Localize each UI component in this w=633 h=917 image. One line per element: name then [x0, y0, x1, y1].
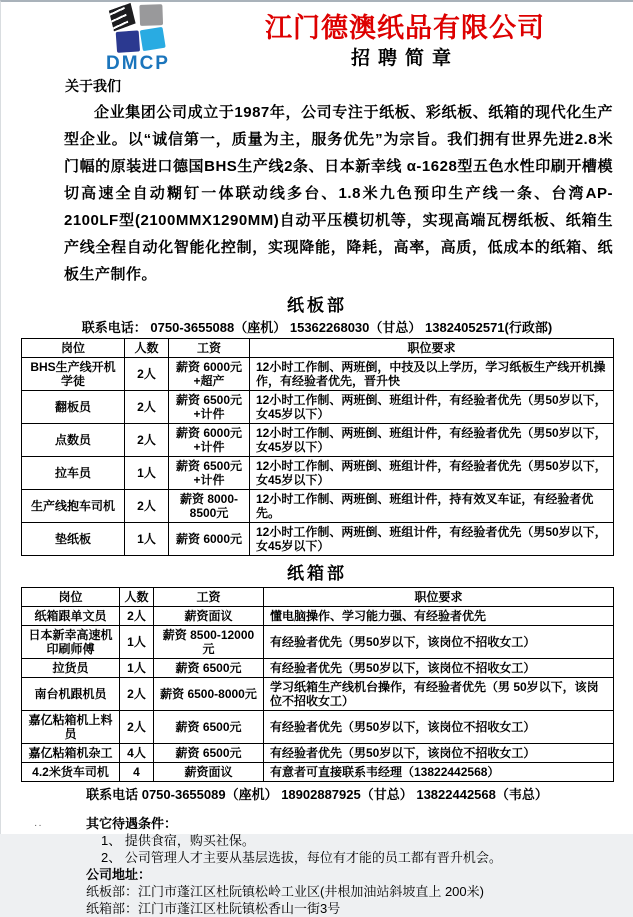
carton-dept-table — [21, 587, 614, 782]
cell-count: 1人 — [120, 659, 154, 678]
table-row — [22, 659, 614, 678]
address-heading: 公司地址： — [86, 867, 152, 882]
col-position: 岗位 — [22, 588, 120, 607]
cell-requirements: 12小时工作制、两班倒、班组计件，有经验者优先（男50岁以下，女45岁以下） — [250, 523, 614, 556]
cell-position: 纸箱跟单文员 — [22, 607, 120, 626]
col-requirements: 职位要求 — [250, 339, 614, 358]
carton-dept-contact: 联系电话 0750-3655089（座机） 18902887925（甘总） 13822442568（韦总） — [86, 787, 548, 802]
cell-requirements: 12小时工作制、两班倒、班组计件，有经验者优先（男50岁以下，女45岁以下） — [250, 424, 614, 457]
benefits-heading: 其它待遇条件： — [86, 816, 178, 831]
logo-paper-stack-icon — [109, 3, 136, 31]
cell-count: 2人 — [120, 678, 154, 711]
cell-requirements: 12小时工作制、两班倒，中技及以上学历，学习纸板生产线开机操作，有经验者优先，晋升快 — [250, 358, 614, 391]
cell-requirements: 有经验者优先（男50岁以下，该岗位不招收女工） — [264, 659, 614, 678]
cell-position: 日本新幸高速机印刷师傅 — [22, 626, 120, 659]
cell-count: 2人 — [125, 391, 169, 424]
table-row — [22, 607, 614, 626]
logo-gray-square — [139, 4, 163, 26]
cell-position: 生产线抱车司机 — [22, 490, 125, 523]
cell-position: 南台机跟机员 — [22, 678, 120, 711]
cell-position: 嘉亿粘箱机上料员 — [22, 711, 120, 744]
table-header-row — [22, 588, 614, 607]
cell-count: 4人 — [120, 744, 154, 763]
col-requirements: 职位要求 — [264, 588, 614, 607]
cell-salary: 薪资 6500元+计件 — [169, 457, 250, 490]
col-salary: 工资 — [154, 588, 264, 607]
company-logo — [95, 5, 181, 75]
table-row — [22, 457, 614, 490]
cell-position: 翻板员 — [22, 391, 125, 424]
cell-count: 2人 — [120, 607, 154, 626]
cell-salary: 薪资 6500元+计件 — [169, 391, 250, 424]
cell-requirements: 学习纸箱生产线机台操作，有经验者优先（男 50岁以下，该岗位不招收女工） — [264, 678, 614, 711]
table-row — [22, 711, 614, 744]
cell-count: 1人 — [125, 457, 169, 490]
about-paragraph: 企业集团公司成立于1987年，公司专注于纸板、彩纸板、纸箱的现代化生产型企业。以“诚信第一，质量为主，服务优先”为宗旨。我们拥有世界先进2.8米门幅的原装进口德国BHS生产线2条、日本新幸线 α-1628型五色水性印刷开槽模切高速全自动糊钉一体联动线多台、1.8米九色预印生产线一条、台湾AP-2100LF型(2100MMX1290MM)自动平压模切机等，实现高端瓦楞纸板、纸箱生产线全程自动化智能化控制，实现降能，降耗，高率，高质，低成本的纸箱、纸板生产制作。 — [64, 104, 613, 283]
cell-position: 点数员 — [22, 424, 125, 457]
cell-salary: 薪资 6500元 — [154, 659, 264, 678]
table-row — [22, 523, 614, 556]
table-row — [22, 744, 614, 763]
cell-count: 1人 — [120, 626, 154, 659]
table-row — [22, 391, 614, 424]
cell-count: 1人 — [125, 523, 169, 556]
cell-requirements: 12小时工作制、两班倒、班组计件，有经验者优先（男50岁以下，女45岁以下） — [250, 457, 614, 490]
carton-dept-heading: 纸箱部 — [287, 564, 347, 583]
cell-position: 4.2米货车司机 — [22, 763, 120, 782]
cell-count: 4 — [120, 763, 154, 782]
board-dept-table — [21, 338, 614, 556]
logo-text: DMCP — [106, 53, 170, 74]
logo-cyan-square — [140, 27, 166, 51]
page-header — [1, 2, 633, 72]
about-heading: 关于我们 — [65, 78, 121, 94]
table-row — [22, 763, 614, 782]
col-count: 人数 — [125, 339, 169, 358]
col-position: 岗位 — [22, 339, 125, 358]
cell-salary: 薪资面议 — [154, 607, 264, 626]
cell-salary: 薪资 6000元+超产 — [169, 358, 250, 391]
cell-position: 嘉亿粘箱机杂工 — [22, 744, 120, 763]
table-row — [22, 626, 614, 659]
company-title: 江门德澳纸品有限公司 — [265, 13, 545, 43]
cell-count: 2人 — [125, 490, 169, 523]
cell-requirements: 懂电脑操作、学习能力强、有经验者优先 — [264, 607, 614, 626]
cell-position: 拉货员 — [22, 659, 120, 678]
cell-requirements: 有经验者优先（男50岁以下，该岗位不招收女工） — [264, 626, 614, 659]
board-dept-heading: 纸板部 — [287, 296, 347, 315]
cell-requirements: 有经验者优先（男50岁以下，该岗位不招收女工） — [264, 711, 614, 744]
cell-count: 2人 — [125, 424, 169, 457]
cell-salary: 薪资面议 — [154, 763, 264, 782]
cell-salary: 薪资 6500元 — [154, 711, 264, 744]
cell-salary: 薪资 6000元 — [169, 523, 250, 556]
cell-count: 2人 — [120, 711, 154, 744]
logo-navy-square — [116, 30, 140, 53]
col-salary: 工资 — [169, 339, 250, 358]
table-header-row — [22, 339, 614, 358]
cell-requirements: 有意者可直接联系韦经理（13822442568） — [264, 763, 614, 782]
address-carton-dept: 纸箱部：江门市蓬江区杜阮镇松香山一街3号 — [86, 901, 341, 916]
cell-requirements: 12小时工作制、两班倒、班组计件，有经验者优先（男50岁以下，女45岁以下） — [250, 391, 614, 424]
cell-position: BHS生产线开机学徒 — [22, 358, 125, 391]
cell-salary: 薪资 6500-8000元 — [154, 678, 264, 711]
logo-squares — [110, 2, 167, 53]
cell-count: 2人 — [125, 358, 169, 391]
table-row — [22, 424, 614, 457]
cell-salary: 薪资 6500元 — [154, 744, 264, 763]
cell-position: 拉车员 — [22, 457, 125, 490]
cell-requirements: 12小时工作制、两班倒、班组计件，持有效叉车证，有经验者优先。 — [250, 490, 614, 523]
cell-salary: 薪资 6000元+计件 — [169, 424, 250, 457]
benefit-item: 2、 公司管理人才主要从基层选拔，每位有才能的员工都有晋升机会。 — [101, 850, 502, 865]
benefit-item: 1、 提供食宿，购买社保。 — [101, 833, 255, 848]
table-row — [22, 490, 614, 523]
flyer-subtitle: 招聘简章 — [350, 48, 459, 69]
cell-requirements: 有经验者优先（男50岁以下，该岗位不招收女工） — [264, 744, 614, 763]
cell-salary: 薪资 8500-12000元 — [154, 626, 264, 659]
col-count: 人数 — [120, 588, 154, 607]
table-row — [22, 678, 614, 711]
cell-position: 垫纸板 — [22, 523, 125, 556]
cell-salary: 薪资 8000-8500元 — [169, 490, 250, 523]
board-dept-contact: 联系电话： 0750-3655088（座机） 15362268030（甘总） 13824052571(行政部) — [81, 320, 553, 335]
address-board-dept: 纸板部：江门市蓬江区杜阮镇松岭工业区(井根加油站斜坡直上 200米) — [86, 884, 484, 899]
page-edge-marks: ·· — [34, 820, 43, 831]
table-row — [22, 358, 614, 391]
